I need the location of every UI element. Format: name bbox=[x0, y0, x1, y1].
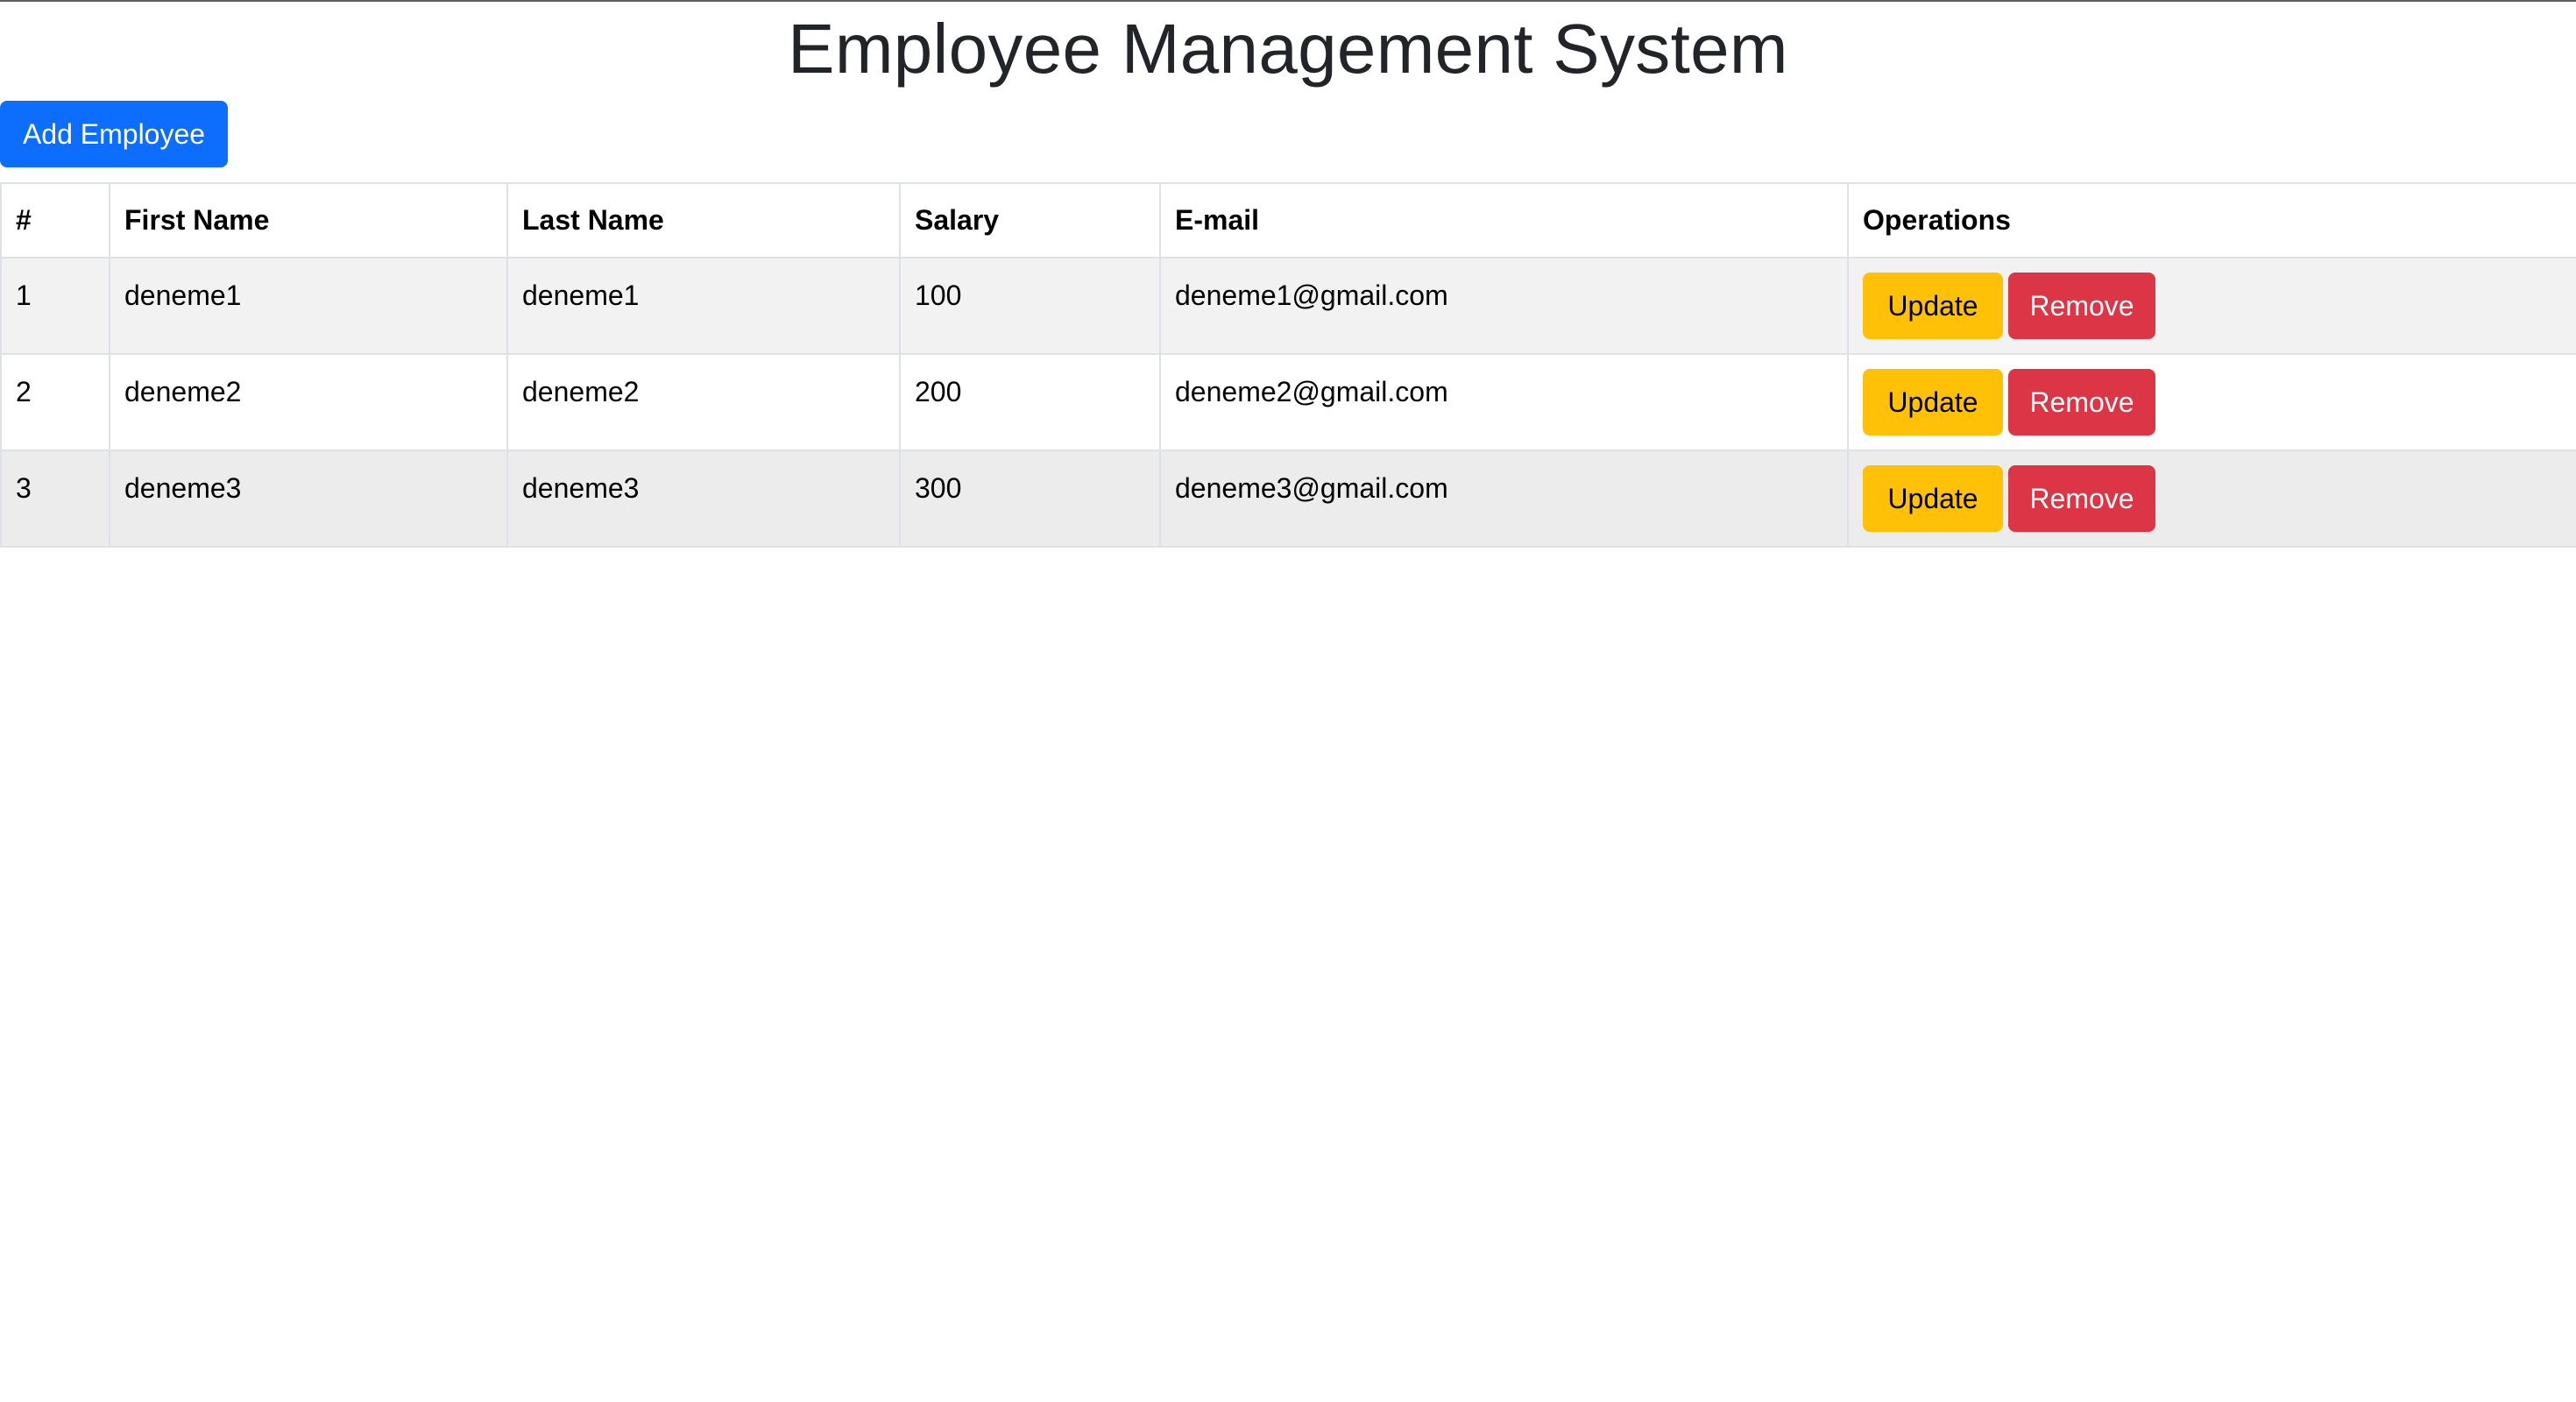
add-employee-button[interactable]: Add Employee bbox=[0, 101, 228, 167]
column-header-salary: Salary bbox=[900, 183, 1160, 258]
cell-first-name: deneme3 bbox=[110, 450, 507, 547]
cell-last-name: deneme3 bbox=[507, 450, 900, 547]
column-header-operations: Operations bbox=[1848, 183, 2576, 258]
update-button[interactable]: Update bbox=[1863, 465, 2003, 532]
table-row bbox=[1, 450, 2576, 547]
cell-email: deneme1@gmail.com bbox=[1160, 258, 1848, 354]
cell-first-name: deneme1 bbox=[110, 258, 507, 354]
cell-email: deneme3@gmail.com bbox=[1160, 450, 1848, 547]
page-title: Employee Management System bbox=[788, 10, 1788, 88]
update-button[interactable]: Update bbox=[1863, 369, 2003, 435]
cell-last-name: deneme1 bbox=[507, 258, 900, 354]
cell-index: 1 bbox=[1, 258, 110, 354]
cell-operations bbox=[1848, 354, 2576, 450]
remove-button[interactable]: Remove bbox=[2008, 369, 2155, 435]
table-header-row bbox=[1, 183, 2576, 258]
cell-operations bbox=[1848, 258, 2576, 354]
cell-first-name: deneme2 bbox=[110, 354, 507, 450]
cell-salary: 300 bbox=[900, 450, 1160, 547]
cell-email: deneme2@gmail.com bbox=[1160, 354, 1848, 450]
cell-index: 2 bbox=[1, 354, 110, 450]
cell-salary: 200 bbox=[900, 354, 1160, 450]
column-header-first-name: First Name bbox=[110, 183, 507, 258]
cell-index: 3 bbox=[1, 450, 110, 547]
cell-last-name: deneme2 bbox=[507, 354, 900, 450]
column-header-index: # bbox=[1, 183, 110, 258]
update-button[interactable]: Update bbox=[1863, 273, 2003, 339]
table-row bbox=[1, 258, 2576, 354]
column-header-email: E-mail bbox=[1160, 183, 1848, 258]
remove-button[interactable]: Remove bbox=[2008, 273, 2155, 339]
cell-operations bbox=[1848, 450, 2576, 547]
table-row bbox=[1, 354, 2576, 450]
column-header-last-name: Last Name bbox=[507, 183, 900, 258]
cell-salary: 100 bbox=[900, 258, 1160, 354]
remove-button[interactable]: Remove bbox=[2008, 465, 2155, 532]
employee-table bbox=[0, 182, 2576, 548]
